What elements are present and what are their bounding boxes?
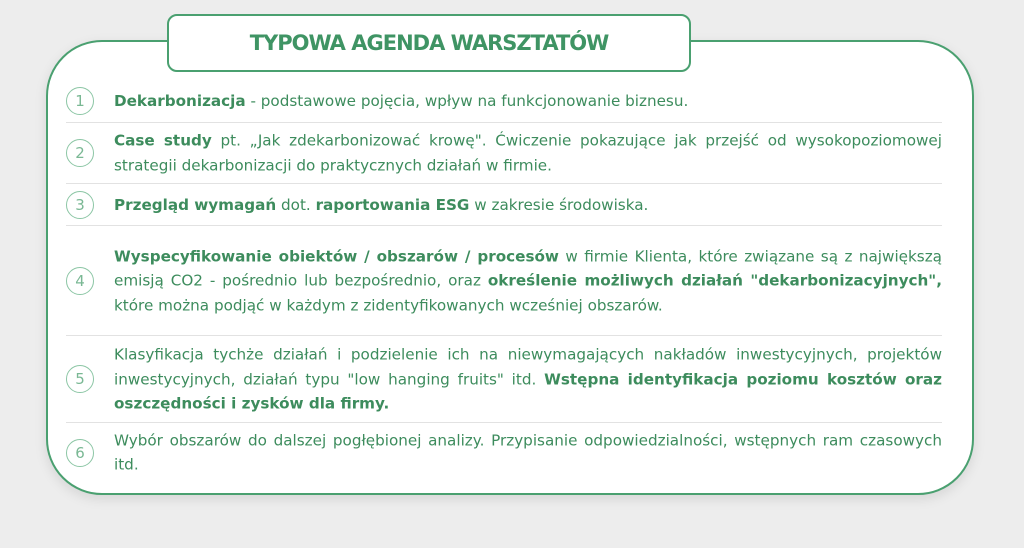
agenda-item-desc: dot.	[276, 195, 316, 214]
number-circle-3: 3	[66, 191, 94, 219]
agenda-item-2	[66, 122, 942, 183]
agenda-item-highlight: określenie możliwych działań "dekarbonizacyjnych",	[487, 271, 942, 290]
agenda-item-text	[114, 89, 942, 114]
agenda-item-text	[114, 244, 942, 318]
agenda-item-highlight: Dekarbonizacja	[114, 91, 246, 110]
agenda-list	[66, 80, 942, 482]
number-circle-2: 2	[66, 139, 94, 167]
agenda-item-highlight: Wstępna identyfikacja poziomu kosztów oraz oszczędności i zysków dla firmy.	[114, 369, 942, 413]
agenda-item-desc: które można podjąć w każdym z zidentyfikowanych wcześniej obszarów.	[114, 295, 663, 314]
agenda-item-1	[66, 80, 942, 122]
agenda-item-highlight: Case study	[114, 131, 212, 150]
agenda-item-highlight: Przegląd wymagań	[114, 195, 277, 214]
agenda-item-text	[114, 129, 942, 178]
number-circle-6: 6	[66, 439, 94, 467]
agenda-item-desc: w zakresie środowiska.	[469, 195, 649, 214]
agenda-item-text	[114, 192, 942, 217]
agenda-item-desc: pt. „Jak zdekarbonizować krowę". Ćwiczenie pokazujące jak przejść od wysokopoziomowej strategii dekarbonizacji do praktycznych działań w firmie.	[114, 131, 943, 174]
agenda-item-4	[66, 225, 942, 335]
number-circle-5: 5	[66, 365, 94, 393]
agenda-item-highlight: Wyspecyfikowanie obiektów / obszarów / procesów	[114, 246, 559, 265]
agenda-item-desc: - podstawowe pojęcia, wpływ na funkcjonowanie biznesu.	[245, 91, 689, 110]
number-circle-1: 1	[66, 87, 94, 115]
agenda-title: TYPOWA AGENDA WARSZTATÓW	[249, 31, 609, 55]
agenda-item-3	[66, 183, 942, 225]
agenda-item-highlight: raportowania ESG	[315, 195, 470, 214]
agenda-item-desc: w firmie Klienta, które związane są z największą emisją CO2 - pośrednio lub bezpośrednio, oraz	[114, 246, 942, 290]
agenda-item-text	[114, 428, 942, 477]
agenda-item-text	[114, 342, 942, 416]
agenda-item-6	[66, 422, 942, 482]
number-circle-4: 4	[66, 267, 94, 295]
agenda-item-desc: Klasyfikacja tychże działań i podzielenie ich na niewymagających nakładów inwestycyjnych, projektów inwestycyjnych, działań typu "low hanging fruits" itd.	[114, 345, 942, 388]
agenda-title-box	[167, 14, 691, 72]
agenda-item-desc: Wybór obszarów do dalszej pogłębionej analizy. Przypisanie odpowiedzialności, wstępnych ram czasowych itd.	[114, 431, 942, 474]
agenda-item-5	[66, 335, 942, 422]
